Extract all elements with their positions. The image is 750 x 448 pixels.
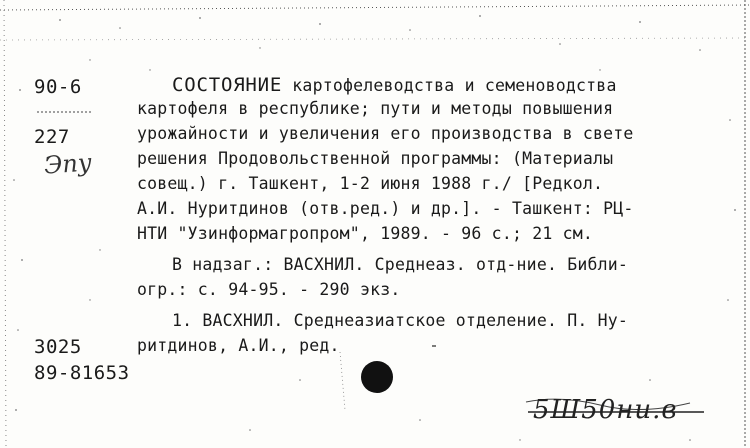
class-number: 90-6 xyxy=(34,76,82,98)
ink-blot xyxy=(361,361,393,393)
description-line: А.И. Нуритдинов (отв.ред.) и др.]. - Ташкент: РЦ- xyxy=(137,199,634,218)
description-line: НТИ "Узинформагропром", 1989. - 96 с.; 21 см. xyxy=(137,224,594,243)
left-dotted-edge xyxy=(4,0,6,448)
note-line: В надзаг.: ВАСХНИЛ. Среднеаз. отд-ние. Библи- xyxy=(172,255,629,274)
tracing-line: 1. ВАСХНИЛ. Среднеазиатское отделение. П. Ну- xyxy=(172,311,629,330)
registration-number: 89-81653 xyxy=(34,362,130,384)
description-line: совещ.) г. Ташкент, 1-2 июня 1988 г./ [Редкол. xyxy=(137,174,604,193)
description-line: картофеля в республике; пути и методы повышения xyxy=(137,99,614,118)
title-line xyxy=(172,74,617,96)
title-word: СОСТОЯНИЕ xyxy=(172,74,283,96)
note-line: огр.: с. 94-95. - 290 экз. xyxy=(137,280,401,299)
handwritten-signature: 5Ш50ни.в xyxy=(533,395,678,425)
handwritten-code: Эпу xyxy=(43,148,93,180)
top-dotted-edge xyxy=(0,5,750,10)
description-line: урожайности и увеличения его производства в свете xyxy=(137,124,634,143)
inventory-number: 3025 xyxy=(34,336,82,358)
description-line: картофелеводства и семеноводства xyxy=(292,76,617,95)
volume-number: 227 xyxy=(34,126,70,148)
description-line: решения Продовольственной программы: (Материалы xyxy=(137,149,614,168)
tracing-line: ритдинов, А.И., ред. xyxy=(137,336,340,355)
